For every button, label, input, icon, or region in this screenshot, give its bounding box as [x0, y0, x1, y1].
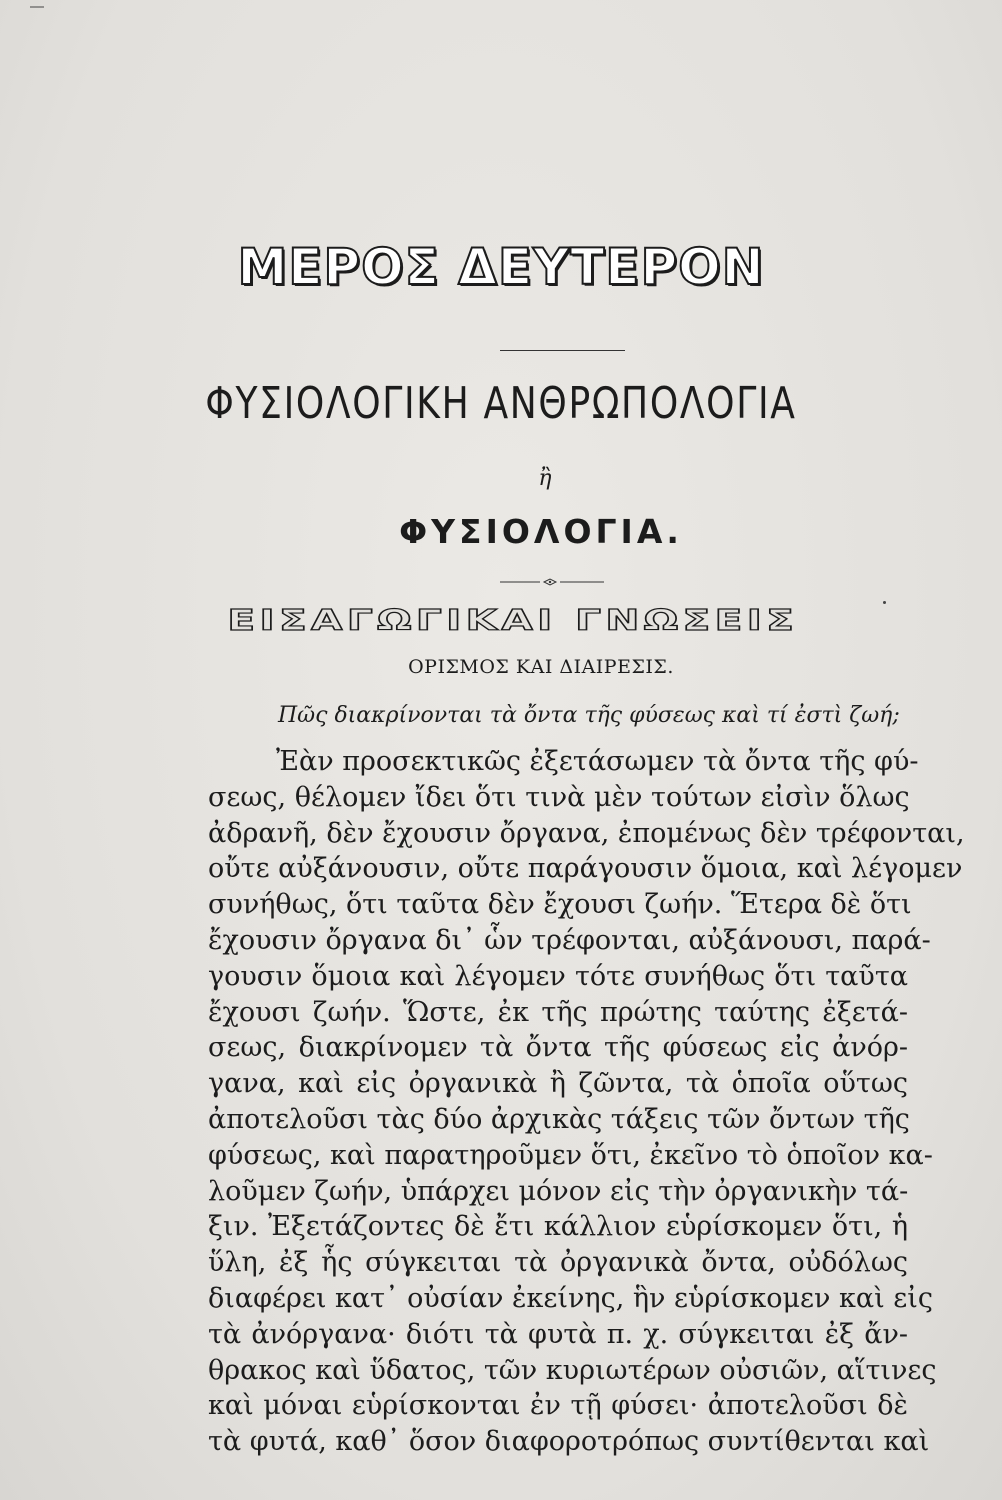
- body-line: καὶ μόναι εὑρίσκονται ἐν τῇ φύσει· ἀποτελοῦσι δὲ: [208, 1390, 908, 1422]
- section-subtitle: ΟΡΙΣΜΟΣ ΚΑΙ ΔΙΑΙΡΕΣΙΣ.: [408, 656, 674, 678]
- body-line: ἀδρανῆ, δὲν ἔχουσιν ὄργανα, ἐπομένως δὲν τρέφονται,: [208, 817, 965, 849]
- body-line: σεως, διακρίνομεν τὰ ὄντα τῆς φύσεως εἰς ἀνόρ-: [208, 1032, 908, 1064]
- body-line: ξιν. Ἐξετάζοντες δὲ ἔτι κάλλιον εὑρίσκομεν ὅτι, ἡ: [208, 1211, 908, 1243]
- body-line: θρακος καὶ ὕδατος, τῶν κυριωτέρων οὐσιῶν, αἵτινες: [208, 1354, 937, 1386]
- body-line: τὰ φυτά, καθ᾿ ὅσον διαφοροτρόπως συντίθενται καὶ: [208, 1426, 930, 1458]
- main-title: ΦΥΣΙΟΛΟΓΙΚΗ ΑΝΘΡΩΠΟΛΟΓΙΑ: [205, 378, 797, 429]
- body-line: Ἐὰν προσεκτικῶς ἐξετάσωμεν τὰ ὄντα τῆς φύ-: [276, 746, 919, 777]
- conjunction: ἢ: [538, 466, 552, 491]
- body-line: διαφέρει κατ᾿ οὐσίαν ἐκείνης, ἣν εὑρίσκομεν καὶ εἰς: [208, 1282, 933, 1314]
- body-line: οὔτε αὐξάνουσιν, οὔτε παράγουσιν ὅμοια, καὶ λέγομεν: [208, 853, 963, 885]
- body-line: ἀποτελοῦσι τὰς δύο ἀρχικὰς τάξεις τῶν ὄντων τῆς: [208, 1103, 910, 1135]
- body-line: ὕλη, ἐξ ἧς σύγκειται τὰ ὀργανικὰ ὄντα, οὐδόλως: [208, 1247, 908, 1279]
- body-line: λοῦμεν ζωήν, ὑπάρχει μόνον εἰς τὴν ὀργανικὴν τά-: [208, 1175, 909, 1207]
- body-line: σεως, θέλομεν ἴδει ὅτι τινὰ μὲν τούτων εἰσὶν ὅλως: [208, 781, 910, 813]
- ink-speck: [30, 6, 44, 8]
- subtitle: ΦΥΣΙΟΛΟΓΙΑ.: [399, 512, 683, 551]
- body-line: τὰ ἀνόργανα· διότι τὰ φυτὰ π. χ. σύγκειται ἐξ ἄν-: [208, 1318, 908, 1350]
- body-paragraph: [208, 744, 965, 1460]
- section-title: ΕΙΣΑΓΩΓΙΚΑΙ ΓΝΩΣΕΙΣ: [227, 604, 799, 637]
- body-line: συνήθως, ὅτι ταῦτα δὲν ἔχουσι ζωήν. Ἕτερα δὲ ὅτι: [208, 889, 912, 921]
- body-line: ἔχουσι ζωήν. Ὥστε, ἐκ τῆς πρώτης ταύτης ἐξετά-: [208, 996, 908, 1028]
- body-line: γανα, καὶ εἰς ὀργανικὰ ἢ ζῶντα, τὰ ὁποῖα οὕτως: [208, 1068, 908, 1100]
- ornament-divider: [500, 578, 604, 586]
- body-line: ἔχουσιν ὄργανα δι᾿ ὧν τρέφονται, αὐξάνουσι, παρά-: [208, 924, 931, 956]
- title-rule: [500, 350, 625, 351]
- body-line: φύσεως, καὶ παρατηροῦμεν ὅτι, ἐκεῖνο τὸ ὁποῖον κα-: [208, 1139, 933, 1171]
- part-title: ΜΕΡΟΣ ΔΕΥΤΕΡΟΝ: [237, 238, 765, 296]
- body-line: γουσιν ὅμοια καὶ λέγομεν τότε συνήθως ὅτι ταῦτα: [208, 960, 908, 992]
- question-line: Πῶς διακρίνονται τὰ ὄντα τῆς φύσεως καὶ τί ἐστὶ ζωή;: [278, 703, 900, 728]
- ink-speck: [883, 601, 886, 604]
